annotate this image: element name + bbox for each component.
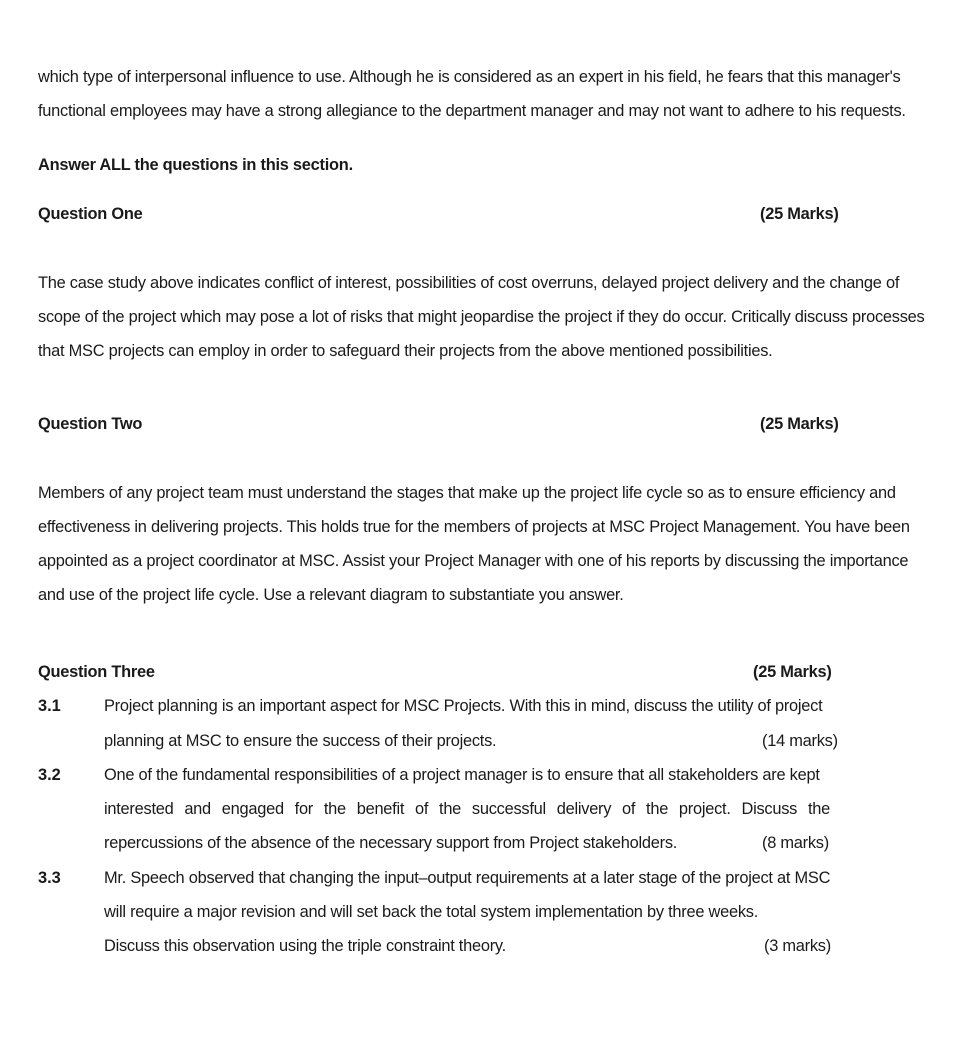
question-one-marks: (25 Marks) [760,205,839,223]
question-one-line-3: that MSC projects can employ in order to safeguard their projects from the above mentioned possibilities. [38,342,773,360]
question-two-line-2: effectiveness in delivering projects. This holds true for the members of projects at MSC Project Management. You have been [38,518,910,536]
item-3-1-line-2: planning at MSC to ensure the success of their projects. [104,732,497,750]
intro-line-2: functional employees may have a strong allegiance to the department manager and may not want to adhere to his requests. [38,102,906,120]
question-two-line-1: Members of any project team must understand the stages that make up the project life cycle so as to ensure efficiency and [38,484,896,502]
question-one-line-1: The case study above indicates conflict of interest, possibilities of cost overruns, delayed project delivery and the change of [38,274,900,292]
item-3-3-line-2: will require a major revision and will set back the total system implementation by three weeks. [104,903,759,921]
question-three-marks: (25 Marks) [753,663,832,681]
question-two-line-4: and use of the project life cycle. Use a relevant diagram to substantiate you answer. [38,586,624,604]
item-3-3-line-1: Mr. Speech observed that changing the input–output requirements at a later stage of the project at MSC [104,869,831,887]
item-3-2-line-2: interested and engaged for the benefit of the successful delivery of the project. Discuss the [104,800,830,818]
item-3-1-line-1: Project planning is an important aspect for MSC Projects. With this in mind, discuss the utility of project [104,697,823,715]
item-3-2-line-3: repercussions of the absence of the necessary support from Project stakeholders. [104,834,678,852]
item-3-1-number: 3.1 [38,697,61,715]
section-instruction: Answer ALL the questions in this section. [38,156,353,174]
item-3-3-line-3: Discuss this observation using the triple constraint theory. [104,937,506,955]
question-one-line-2: scope of the project which may pose a lot of risks that might jeopardise the project if they do occur. Critically discuss processes [38,308,925,326]
item-3-2-marks: (8 marks) [762,834,829,852]
item-3-1-marks: (14 marks) [762,732,838,750]
question-two-line-3: appointed as a project coordinator at MSC. Assist your Project Manager with one of his reports by discussing the importance [38,552,909,570]
question-one-title: Question One [38,205,143,223]
item-3-3-number: 3.3 [38,869,61,887]
item-3-3-marks: (3 marks) [764,937,831,955]
question-two-title: Question Two [38,415,143,433]
item-3-2-number: 3.2 [38,766,61,784]
intro-line-1: which type of interpersonal influence to use. Although he is considered as an expert in his field, he fears that this manager's [38,68,901,86]
question-three-title: Question Three [38,663,155,681]
question-two-marks: (25 Marks) [760,415,839,433]
item-3-2-line-1: One of the fundamental responsibilities of a project manager is to ensure that all stakeholders are kept [104,766,820,784]
